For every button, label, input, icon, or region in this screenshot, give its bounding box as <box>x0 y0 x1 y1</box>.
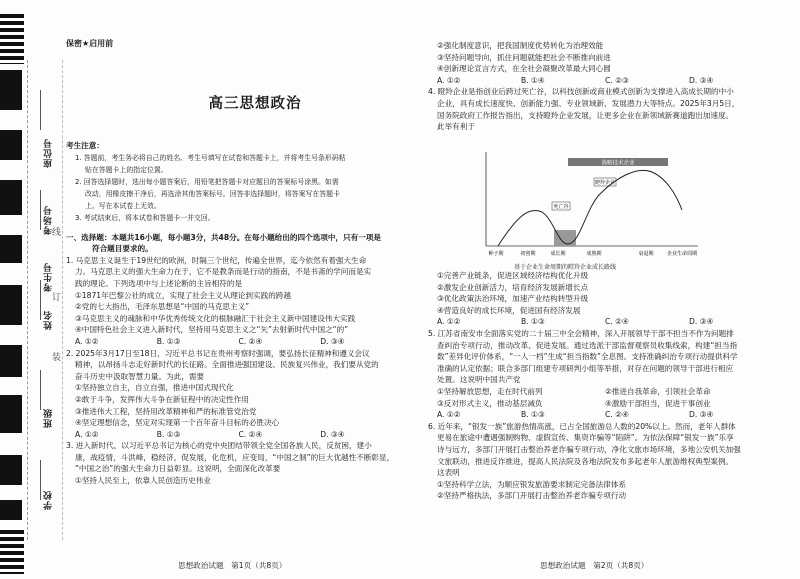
question-item: ②敢于斗争，发挥伟大斗争在新征程中的决定性作用 <box>75 394 249 404</box>
question-6 <box>428 421 774 502</box>
option-a[interactable]: A. ①② <box>437 317 461 327</box>
option-b[interactable]: B. ①③ <box>521 317 545 327</box>
notice-item: 2. 回答选择题时，选出每小题答案后，用铅笔把答题卡对应题目的答案标号涂黑。如需 <box>75 177 339 186</box>
section-heading: 一、选择题：本题共16小题，每小题3分，共48分。在每小题给出的四个选项中，只有一项是 <box>66 232 381 242</box>
left-column <box>66 140 402 487</box>
chart-title: 基于企业生命周期的瞪羚企业成长路线 <box>514 264 617 271</box>
option-a[interactable]: A. ①② <box>75 336 99 346</box>
line-char: 线 <box>52 228 62 238</box>
question-text: 精神，以昂扬斗志走好新时代的长征路。全面推进强国建设、民族复兴伟业，我们要从党的 <box>75 360 379 370</box>
notice-heading: 考生注意： <box>66 141 104 150</box>
option-d[interactable]: D. ③④ <box>689 75 714 85</box>
right-column-lower <box>428 270 774 502</box>
question-text: 1. 马克思主义诞生于19世纪的欧洲，时隔三个世纪，传遍全世界，迄今依然有着强大生命 <box>66 255 367 265</box>
binding-strip <box>0 0 62 579</box>
question-text: 数”差异化评价体系，“一人一档”生成“担当指数”全息图。支持准确纠治专项行动提供科学 <box>437 352 738 362</box>
option-b[interactable]: B. ①③ <box>156 336 181 346</box>
option-d[interactable]: D. ③④ <box>689 410 714 420</box>
answer-options <box>66 429 402 441</box>
question-item: ①坚持人民至上，依靠人民创造历史伟业 <box>75 476 211 486</box>
question-text: 处置。这说明中国共产党 <box>437 375 521 385</box>
question-item: ③推进伟大工程，坚持用改革精神和严的标准管党治党 <box>75 406 257 416</box>
question-text: 此举有利于 <box>437 122 475 132</box>
option-b[interactable]: B. ①③ <box>156 429 181 439</box>
question-text: 4. 瞪羚企业是指创业后跨过死亡谷，以科技创新或商业模式创新为支撑进入高成长期的中小 <box>428 87 734 97</box>
barcode-bottom <box>0 530 24 574</box>
option-c[interactable]: C. ②③ <box>605 75 629 85</box>
stage-label: 初创期 <box>520 251 536 257</box>
question-item: ②强化制度意识，把我国制度优势转化为治理效能 <box>437 41 604 50</box>
question-text: 更易在旅途中遭遇强制购物、虚假宣传、集资诈骗等“陷阱”。为依法保障“银发一族”乐享 <box>437 433 734 443</box>
notice-item: 贴在答题卡上的指定位置。 <box>85 165 168 174</box>
answer-options <box>428 409 774 421</box>
question-text: 企业，具有成长速度快、创新能力强、专业领域新、发展潜力大等特点。2025年3月5日， <box>437 98 740 108</box>
option-b[interactable]: B. ①③ <box>521 410 545 420</box>
question-item: ④创新理论宣言方式，在全社会凝聚改革最大同心圆 <box>437 64 611 74</box>
lifecycle-chart <box>476 148 704 260</box>
box-strategic-label: 战略技术企业 <box>601 160 635 167</box>
option-a[interactable]: A. ①② <box>437 410 461 420</box>
option-c[interactable]: C. ②④ <box>605 410 629 420</box>
seat-no-label: 座位号 <box>44 138 54 168</box>
option-a[interactable]: A. ①② <box>75 429 99 439</box>
question-text: 践的理论。下列选项中与上述论断的主旨相符的是 <box>75 278 243 288</box>
question-2 <box>66 348 402 441</box>
question-text: 5. 江苏省南安市全面落实党的二十届三中全会精神，深入开展领导干部不担当不作为问题排 <box>428 328 734 338</box>
question-item: ④中国特色社会主义进入新时代，坚持用马克思主义之“矢”去射新时代中国之“的” <box>75 325 349 335</box>
question-text: 文旅联动，推进反诈推进，提高人民法院及各地法院发布多起老年人旅游维权典型案例。 <box>437 456 734 466</box>
student-no-label: 考生号 <box>44 262 54 292</box>
exam-no-label: 考场号 <box>44 205 54 235</box>
class-label: 班级 <box>44 408 54 428</box>
question-text: “中国之治”的强大生命力日益彰显。这说明，全面深化改革要 <box>75 464 281 474</box>
question-item: ①完善产业链条，促进区域经济结构优化升级 <box>437 271 589 280</box>
question-text: 力。马克思主义的强大生命力在于，它不是教条而是行动的指南，不是书斋的学问而是实 <box>75 267 372 277</box>
question-text: 国务院政府工作报告指出，支持瞪羚企业发展，让更多企业在新领域新赛道跑出加速度。 <box>437 110 734 120</box>
line-char: 装 <box>52 353 62 363</box>
question-item: ①1871年巴黎公社的成立，实现了社会主义从理论到实践的跨越 <box>75 290 291 300</box>
growth-curve <box>498 170 682 246</box>
question-item: ①坚持科学立法，为顺应银发旅游要求制定完备法律体系 <box>437 479 627 489</box>
question-text: 2. 2025年3月17日至18日，习近平总书记在贵州考察时强调，要弘扬长征精神和遵义会议 <box>66 348 370 358</box>
stage-label: 成熟期 <box>586 251 602 257</box>
line-char: 订 <box>52 293 62 303</box>
question-text: 查纠治专项行动，推动改革、促进发展。通过选派干部监督观察员收集线索，构建“担当指 <box>437 340 738 350</box>
notice-item: 改动，用橡皮擦干净后，再选涂其他答案标号。回答非选择题时，将答案写在答题卡 <box>85 189 340 198</box>
answer-options <box>428 316 774 328</box>
question-4 <box>428 86 774 132</box>
question-item: ②激发企业创新活力，培育经济发展新增长点 <box>437 282 589 292</box>
notice-item: 1. 答题前，考生务必将自己的姓名、考生号填写在试卷和答题卡上，并将考生号条形码粘 <box>75 153 346 162</box>
notice-list <box>66 152 402 224</box>
stage-label: 成长期 <box>550 251 566 257</box>
answer-options <box>428 75 774 87</box>
question-item: ①坚持解放思想，走在时代前列 <box>437 386 543 396</box>
question-item: ①坚持独立自主，自立自强，推进中国式现代化 <box>75 383 234 393</box>
question-1 <box>66 255 402 348</box>
question-text: 康，战疫情，斗洪峰，稳经济，促发展，化危机，应变局，“中国之制”的巨大优越性不断彰显， <box>75 452 395 462</box>
question-text: 6. 近年来，“银发一族”旅游热情高涨，已占全国旅游总人数的20%以上。然而，老年人群体 <box>428 421 736 431</box>
question-text: 诗与远方，多部门开展打击整治养老诈骗专项行动，净化文旅市场环境，多地公安机关加强 <box>437 444 741 454</box>
question-item: ③马克思主义的魂脉和中华优秀传统文化的根脉融汇于社会主义新中国建设伟大实践 <box>75 313 356 323</box>
option-b[interactable]: B. ①④ <box>521 75 545 85</box>
footer-left: 思想政治试题 第1页（共8页） <box>178 561 287 570</box>
question-item: ④激励干部担当，促进干事创业 <box>605 398 711 408</box>
right-column <box>428 40 774 133</box>
question-item: ②推进自我革命，引领社会革命 <box>605 386 711 396</box>
answer-options <box>66 336 402 348</box>
notice-item: 上。写在本试卷上无效。 <box>85 201 161 210</box>
question-item: ②党的七大指出，毛泽东思想是“中国的马克思主义” <box>75 302 250 312</box>
stage-label: 企业生命周期 <box>666 251 698 257</box>
box-gazelle-label: 瞪羚企业 <box>594 180 616 186</box>
stage-labels <box>488 250 697 257</box>
option-c[interactable]: C. ②④ <box>238 429 263 439</box>
option-c[interactable]: C. ②④ <box>238 336 263 346</box>
option-a[interactable]: A. ①② <box>437 75 461 85</box>
option-d[interactable]: D. ③④ <box>320 429 345 439</box>
question-item: ③坚持问题导向，抓住问题就能把社会不断推向前进 <box>437 52 611 62</box>
section-heading-cont: 符合题目要求的。 <box>92 244 153 254</box>
checker-pattern <box>0 70 22 520</box>
question-text: 奋斗历史中汲取智慧力量。为此，需要 <box>75 371 205 381</box>
question-item: ④营造良好的成长环境，促进国有经济发展 <box>437 305 581 315</box>
barcode-top <box>0 14 24 64</box>
school-label: 学校 <box>44 490 54 510</box>
box-valley-label: 死亡谷 <box>553 204 569 210</box>
page-title: 高三思想政治 <box>208 96 302 112</box>
question-5 <box>428 328 774 421</box>
stage-label: 衰退期 <box>638 251 654 257</box>
notice-item: 3. 考试结束后，将本试卷和答题卡一并交回。 <box>75 213 215 222</box>
question-item: ④坚定理想信念，坚定对实现第一个百年奋斗目标的必胜决心 <box>75 418 280 428</box>
question-item: ③反对形式主义，推动基层减负 <box>437 398 543 408</box>
question-item: ②坚持严格执法，多部门开展打击整治养老诈骗专项行动 <box>437 491 627 501</box>
question-text: 3. 进入新时代，以习近平总书记为核心的党中央团结带领全党全国各族人民，反贫困，建小 <box>66 441 372 451</box>
option-c[interactable]: C. ②④ <box>605 317 629 327</box>
question-text: 这表明 <box>437 468 460 478</box>
question-text: 准确的认定依据；联合多部门组建专项研判小组等举措，对存在问题的领导干部进行相应 <box>437 363 734 373</box>
option-d[interactable]: D. ③④ <box>320 336 345 346</box>
question-item: ③优化政策法治环境，加速产业结构转型升级 <box>437 294 589 304</box>
confidential-tag: 保密★启用前 <box>66 39 114 48</box>
stage-label: 种子期 <box>488 251 504 257</box>
option-d[interactable]: D. ③④ <box>689 317 714 327</box>
footer-right: 思想政治试题 第2页（共8页） <box>540 561 649 570</box>
name-label: 姓名 <box>44 310 54 330</box>
question-3 <box>66 440 402 486</box>
